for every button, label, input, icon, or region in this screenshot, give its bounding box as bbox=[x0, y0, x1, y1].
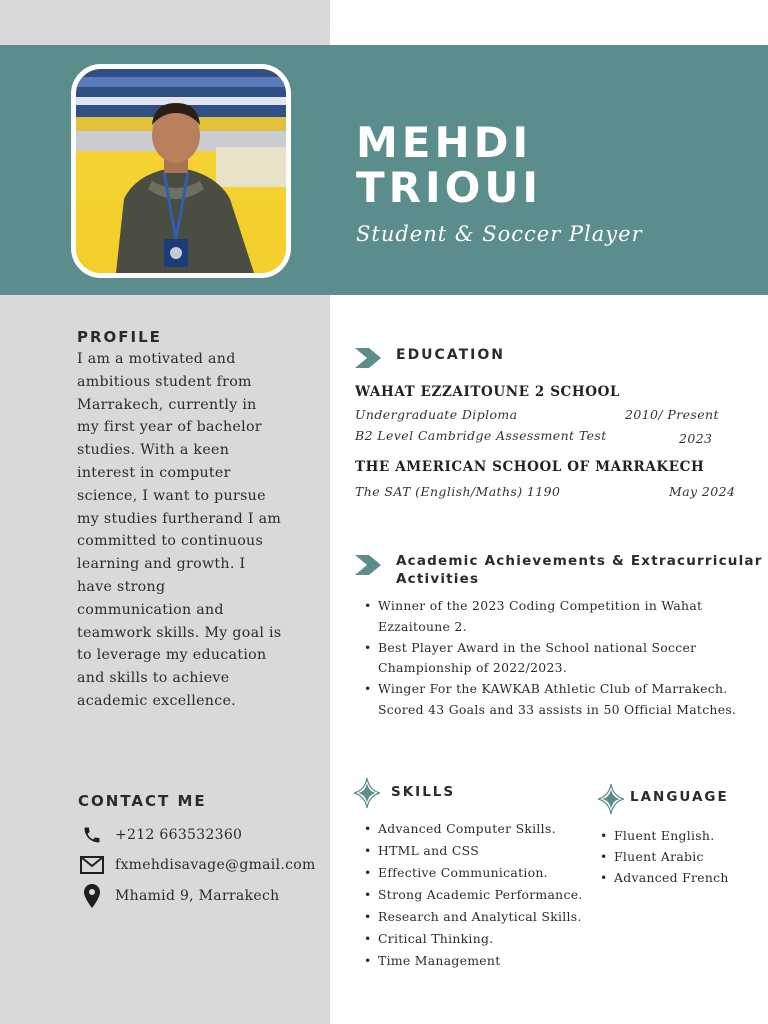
list-item: • Winger For the KAWKAB Athletic Club of Marrakech. Scored 43 Goals and 33 assists in 50 Official Matches. bbox=[364, 679, 754, 721]
school-name: WAHAT EZZAITOUNE 2 SCHOOL bbox=[355, 384, 621, 400]
contact-address bbox=[78, 883, 279, 909]
education-entry: B2 Level Cambridge Assessment Test bbox=[355, 428, 607, 443]
education-date: May 2024 bbox=[669, 484, 736, 499]
contact-phone[interactable] bbox=[78, 822, 242, 848]
achievements-title: Academic Achievements & Extracurricular Activities bbox=[396, 553, 763, 587]
list-item: • Fluent Arabic bbox=[600, 846, 760, 867]
email-text: fxmehdisavage@gmail.com bbox=[115, 857, 316, 873]
phone-icon bbox=[78, 823, 106, 847]
location-pin-icon bbox=[78, 884, 106, 908]
candidate-name bbox=[356, 120, 542, 210]
list-item: • Time Management bbox=[364, 950, 604, 972]
envelope-icon bbox=[78, 853, 106, 877]
list-item: • Critical Thinking. bbox=[364, 928, 604, 950]
education-date: 2023 bbox=[679, 431, 713, 446]
list-item: • Strong Academic Performance. bbox=[364, 884, 604, 906]
list-item: • Fluent English. bbox=[600, 825, 760, 846]
list-item: • Effective Communication. bbox=[364, 862, 604, 884]
skills-title: SKILLS bbox=[391, 784, 456, 800]
contact-email[interactable] bbox=[78, 852, 316, 878]
language-list bbox=[600, 825, 760, 888]
chevron-right-icon bbox=[355, 555, 383, 575]
language-title: LANGUAGE bbox=[630, 789, 729, 805]
skills-list bbox=[364, 818, 604, 972]
profile-text: I am a motivated and ambitious student from Marrakech, currently in my first year of bachelor studies. With a keen interest in computer science, I want to pursue my studies furtherand I am committed to continuous learning and growth. I have strong communication and teamwork skills. My goal is to leverage my education and skills to achieve academic excellence. bbox=[77, 351, 282, 709]
contact-title: CONTACT ME bbox=[78, 792, 207, 810]
achievements-list bbox=[364, 596, 754, 721]
school-name: THE AMERICAN SCHOOL OF MARRAKECH bbox=[355, 459, 705, 475]
chevron-right-icon bbox=[355, 348, 383, 368]
phone-text: +212 663532360 bbox=[115, 827, 243, 843]
profile-title: PROFILE bbox=[77, 328, 162, 346]
job-subtitle: Student & Soccer Player bbox=[356, 222, 643, 246]
list-item: • Advanced French bbox=[600, 867, 760, 888]
sparkle-icon bbox=[354, 778, 380, 808]
sparkle-icon bbox=[598, 784, 624, 814]
profile-photo-illustration bbox=[76, 69, 286, 273]
education-title: EDUCATION bbox=[396, 347, 505, 363]
profile-photo bbox=[71, 64, 291, 278]
name-last: TRIOUI bbox=[356, 163, 543, 212]
list-item: • Research and Analytical Skills. bbox=[364, 906, 604, 928]
name-first: MEHDI bbox=[356, 118, 533, 167]
list-item: • Advanced Computer Skills. bbox=[364, 818, 604, 840]
education-entry: Undergraduate Diploma bbox=[355, 407, 518, 422]
education-entry: The SAT (English/Maths) 1190 bbox=[355, 484, 561, 499]
list-item: • Winner of the 2023 Coding Competition in Wahat Ezzaitoune 2. bbox=[364, 596, 754, 638]
address-text: Mhamid 9, Marrakech bbox=[115, 888, 280, 904]
list-item: • Best Player Award in the School national Soccer Championship of 2022/2023. bbox=[364, 638, 754, 680]
list-item: • HTML and CSS bbox=[364, 840, 604, 862]
education-date: 2010/ Present bbox=[625, 407, 719, 422]
